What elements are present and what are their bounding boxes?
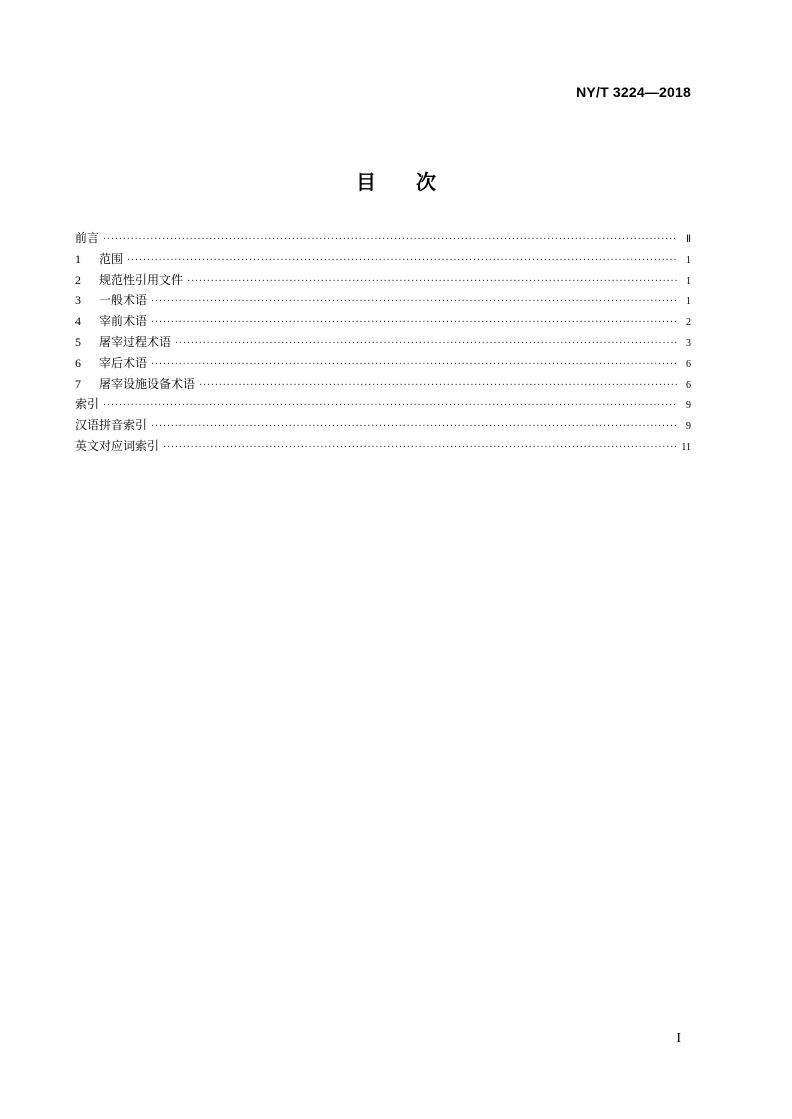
toc-dot-leader xyxy=(127,255,677,266)
toc-dot-leader xyxy=(163,442,677,453)
toc-entry-label: 宰前术语 xyxy=(99,314,148,329)
toc-entry-label: 索引 xyxy=(75,397,100,412)
toc-dot-leader xyxy=(151,359,677,370)
toc-entry-number: 7 xyxy=(75,376,81,391)
toc-entry-number: 4 xyxy=(75,314,81,329)
toc-entry[interactable] xyxy=(75,271,691,292)
standard-code: NY/T 3224—2018 xyxy=(576,84,691,100)
toc-entry-page: 1 xyxy=(686,275,691,287)
toc-entry-label: 屠宰过程术语 xyxy=(99,334,172,349)
toc-entry[interactable] xyxy=(75,291,691,312)
toc-entry[interactable] xyxy=(75,354,691,375)
toc-entry-number: 2 xyxy=(75,272,81,287)
toc-dot-leader xyxy=(151,296,677,307)
toc-entry[interactable] xyxy=(75,333,691,354)
toc-entry-label: 规范性引用文件 xyxy=(99,272,184,287)
toc-entry[interactable] xyxy=(75,437,691,458)
toc-entry-number: 3 xyxy=(75,293,81,308)
toc-entry-label: 范围 xyxy=(99,251,124,266)
toc-dot-leader xyxy=(187,276,677,287)
toc-dot-leader xyxy=(151,317,677,328)
toc-entry[interactable] xyxy=(75,395,691,416)
toc-entry[interactable] xyxy=(75,250,691,271)
toc-entry-page: 9 xyxy=(686,421,691,433)
toc-entry-page: 6 xyxy=(686,358,691,370)
toc-entry-page: 1 xyxy=(686,254,691,266)
toc-entry-page: 9 xyxy=(686,400,691,412)
toc-dot-leader xyxy=(103,400,677,411)
table-of-contents xyxy=(75,229,691,458)
toc-entry-page: 11 xyxy=(681,441,691,453)
toc-dot-leader xyxy=(103,234,677,245)
toc-entry-number: 1 xyxy=(75,251,81,266)
toc-entry-page: 1 xyxy=(686,296,691,308)
toc-entry[interactable] xyxy=(75,312,691,333)
page-number: I xyxy=(676,1031,681,1046)
toc-entry-label: 宰后术语 xyxy=(99,355,148,370)
toc-entry-page: 6 xyxy=(686,379,691,391)
toc-entry-label: 屠宰设施设备术语 xyxy=(99,376,196,391)
toc-entry-page: 2 xyxy=(686,317,691,329)
toc-entry-page: Ⅱ xyxy=(686,234,691,245)
toc-entry-label: 前言 xyxy=(75,231,100,245)
toc-entry-label: 一般术语 xyxy=(99,293,148,308)
toc-dot-leader xyxy=(151,421,677,432)
toc-title: 目次 xyxy=(356,170,476,194)
toc-entry-label: 汉语拼音索引 xyxy=(75,418,148,433)
toc-entry-number: 5 xyxy=(75,334,81,349)
toc-entry[interactable] xyxy=(75,229,691,250)
toc-entry-label: 英文对应词索引 xyxy=(75,438,160,453)
toc-dot-leader xyxy=(199,380,677,391)
toc-entry[interactable] xyxy=(75,416,691,437)
toc-entry-number: 6 xyxy=(75,355,81,370)
toc-dot-leader xyxy=(175,338,677,349)
toc-entry[interactable] xyxy=(75,375,691,396)
toc-entry-page: 3 xyxy=(686,337,691,349)
